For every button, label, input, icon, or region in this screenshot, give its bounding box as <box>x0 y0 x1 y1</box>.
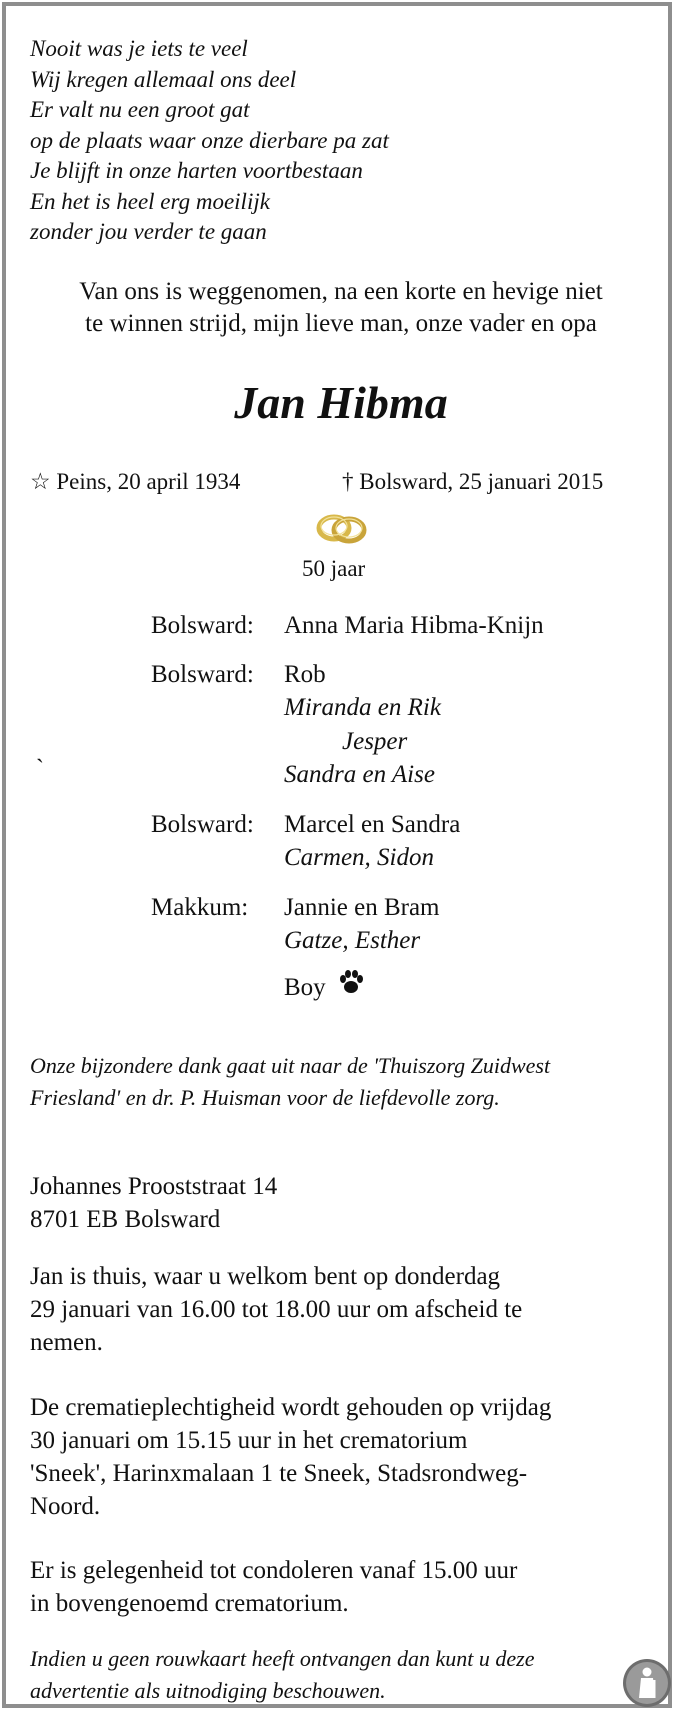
intro-line-2: te winnen strijd, mijn lieve man, onze vader en opa <box>85 310 597 337</box>
intro-line-1: Van ons is weggenomen, na een korte en hevige niet <box>79 278 603 305</box>
poem-line: op de plaats waar onze dierbare pa zat <box>30 127 389 153</box>
family-place: Bolsward: <box>151 661 254 688</box>
poem-line: Wij kregen allemaal ons deel <box>30 66 297 92</box>
condolence-line-2: in bovengenoemd crematorium. <box>30 1590 349 1617</box>
wedding-rings-icon <box>312 508 372 548</box>
family-member-sub: Sandra en Aise <box>284 761 435 788</box>
address-city: 8701 EB Bolsward <box>30 1206 221 1233</box>
closing-line-2: advertentie als uitnodiging beschouwen. <box>30 1678 386 1703</box>
family-member: Jannie en Bram <box>284 894 440 921</box>
thanks-line-2: Friesland' en dr. P. Huisman voor de liefdevolle zorg. <box>30 1085 500 1110</box>
poem-line: zonder jou verder te gaan <box>30 219 267 244</box>
cremation-text <box>30 1391 551 1523</box>
cremation-line-2: 30 januari om 15.15 uur in het crematorium <box>30 1427 468 1454</box>
family-member: Rob <box>284 661 326 688</box>
family-place: Bolsward: <box>151 612 254 639</box>
cremation-line-1: De crematieplechtigheid wordt gehouden op vrijdag <box>30 1394 552 1421</box>
family-place: Makkum: <box>151 894 249 921</box>
cremation-line-4: Noord. <box>30 1493 101 1520</box>
family-place: Bolsward: <box>151 811 254 838</box>
address <box>30 1170 277 1236</box>
poem-line: En het is heel erg moeilijk <box>30 188 270 214</box>
visitation-text <box>30 1260 522 1359</box>
visitation-line-3: nemen. <box>30 1329 103 1356</box>
anniversary-text: 50 jaar <box>302 556 366 581</box>
poem-line: Er valt nu een groot gat <box>30 97 250 122</box>
paw-print-icon <box>337 968 365 996</box>
deceased-name: Jan Hibma <box>234 377 448 428</box>
family-member: Anna Maria Hibma-Knijn <box>284 612 544 639</box>
visitation-line-2: 29 januari van 16.00 tot 18.00 uur om afscheid te <box>30 1296 523 1323</box>
stray-mark: ` <box>36 756 44 782</box>
family-member: Marcel en Sandra <box>284 811 461 838</box>
closing-line-1: Indien u geen rouwkaart heeft ontvangen dan kunt u deze <box>30 1646 535 1671</box>
memorial-logo-icon <box>622 1658 672 1708</box>
poem-line: Je blijft in onze harten voortbestaan <box>30 158 363 183</box>
poem <box>30 34 389 248</box>
family-member-sub: Miranda en Rik <box>284 694 441 721</box>
condolence-text <box>30 1554 517 1620</box>
family-member-sub: Carmen, Sidon <box>284 844 434 871</box>
family-member-sub: Jesper <box>342 728 408 755</box>
death-info: † Bolsward, 25 januari 2015 <box>342 469 604 494</box>
condolence-line-1: Er is gelegenheid tot condoleren vanaf 15.00 uur <box>30 1557 518 1584</box>
obituary-frame <box>2 2 672 1708</box>
birth-info: ☆ Peins, 20 april 1934 <box>30 469 241 494</box>
address-street: Johannes Prooststraat 14 <box>30 1173 278 1200</box>
poem-line: Nooit was je iets te veel <box>30 36 248 61</box>
thanks-text <box>30 1050 550 1114</box>
family-member-sub: Gatze, Esther <box>284 927 421 954</box>
closing-text <box>30 1643 534 1707</box>
visitation-line-1: Jan is thuis, waar u welkom bent op donderdag <box>30 1263 501 1290</box>
cremation-line-3: 'Sneek', Harinxmalaan 1 te Sneek, Stadsrondweg- <box>30 1460 528 1487</box>
intro-text <box>6 276 676 340</box>
pet-name: Boy <box>284 974 326 1001</box>
thanks-line-1: Onze bijzondere dank gaat uit naar de 'Thuiszorg Zuidwest <box>30 1053 551 1078</box>
